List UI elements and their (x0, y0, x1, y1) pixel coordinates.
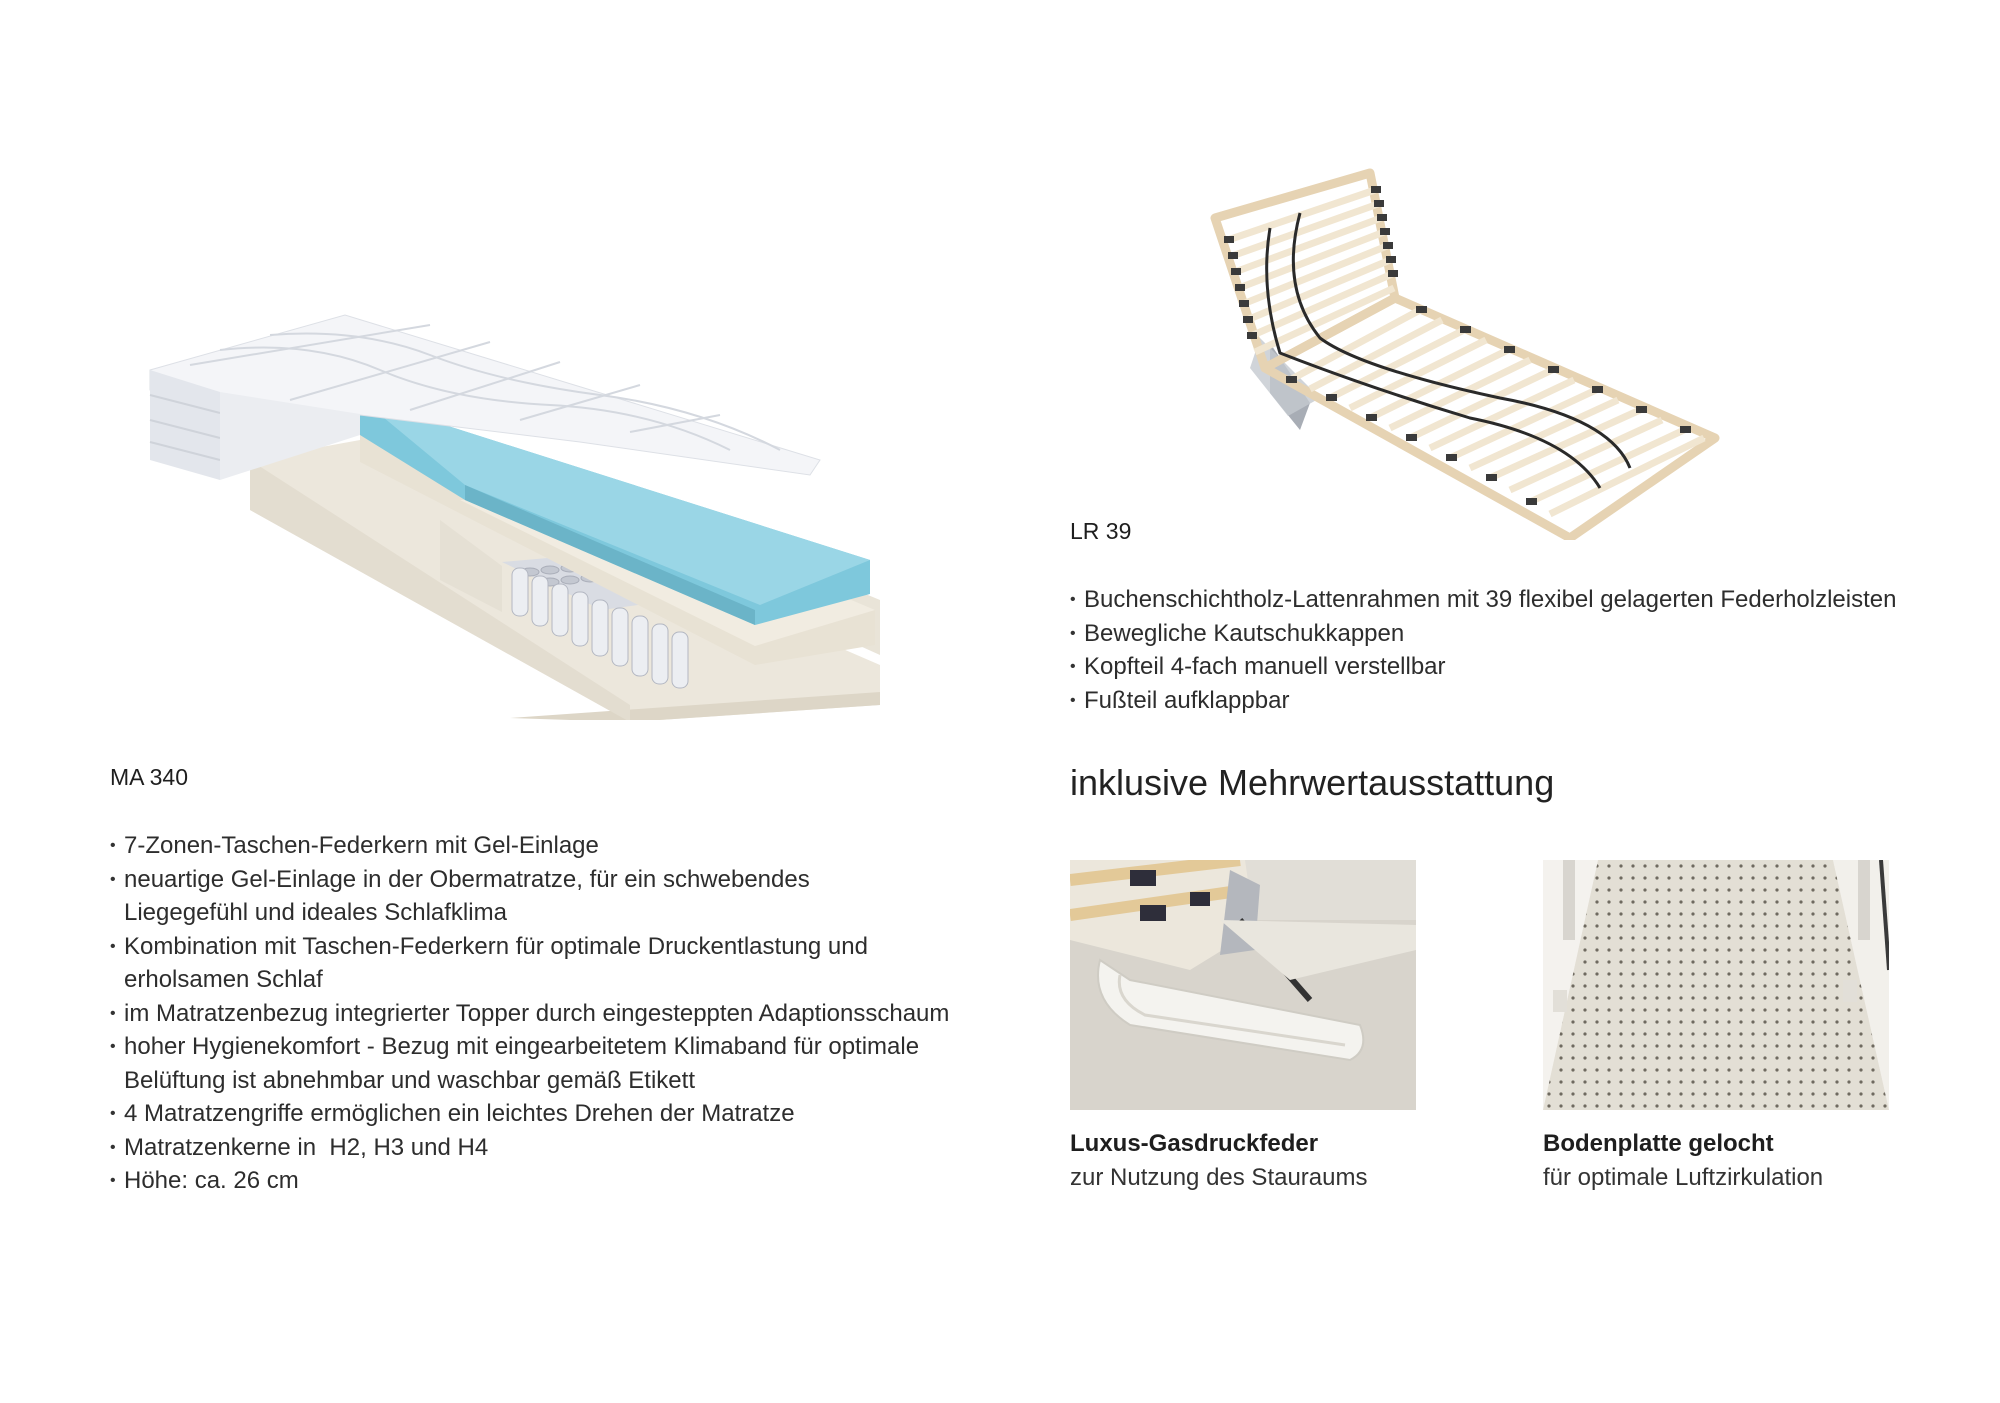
slatted-frame-image (1210, 168, 1730, 540)
perforated-base-subtitle: für optimale Luftzirkulation (1543, 1164, 1824, 1191)
mattress-title: MA 340 (110, 764, 188, 790)
gas-spring-subtitle: zur Nutzung des Stauraums (1070, 1164, 1368, 1191)
list-item: • Buchenschichtholz-Lattenrahmen mit 39 flexibel gelagerten Federholzleisten (1070, 583, 1970, 617)
list-item: • 7-Zonen-Taschen-Federkern mit Gel-Einlage (110, 829, 1010, 863)
list-item: • Fußteil aufklappbar (1070, 684, 1970, 718)
mattress-image (130, 310, 890, 720)
perforated-base-photo (1543, 860, 1889, 1110)
list-item: • Kombination mit Taschen-Federkern für optimale Druckentlastung und erholsamen Schlaf (110, 930, 894, 997)
list-item: • 4 Matratzengriffe ermöglichen ein leichtes Drehen der Matratze (110, 1097, 1010, 1131)
list-item: • hoher Hygienekomfort - Bezug mit eingearbeitetem Klimaband für optimale Belüftung ist abnehmbar und waschbar gemäß Etikett (110, 1030, 984, 1097)
gas-spring-photo (1070, 860, 1416, 1110)
perforated-base-title: Bodenplatte gelocht (1543, 1130, 1774, 1157)
frame-title: LR 39 (1070, 518, 1132, 544)
list-item: • Kopfteil 4-fach manuell verstellbar (1070, 650, 1970, 684)
extras-heading: inklusive Mehrwertausstattung (1070, 762, 1555, 803)
list-item: • Bewegliche Kautschukkappen (1070, 617, 1970, 651)
frame-feature-list (1070, 583, 1970, 717)
list-item: • Matratzenkerne in H2, H3 und H4 (110, 1131, 1010, 1165)
list-item: • im Matratzenbezug integrierter Topper durch eingesteppten Adaptionsschaum (110, 997, 1010, 1031)
mattress-feature-list (110, 829, 1010, 1198)
list-item: • Höhe: ca. 26 cm (110, 1164, 1010, 1198)
gas-spring-title: Luxus-Gasdruckfeder (1070, 1130, 1319, 1157)
list-item: • neuartige Gel-Einlage in der Obermatratze, für ein schwebendes Liegegefühl und ideales Schlafklima (110, 863, 864, 930)
